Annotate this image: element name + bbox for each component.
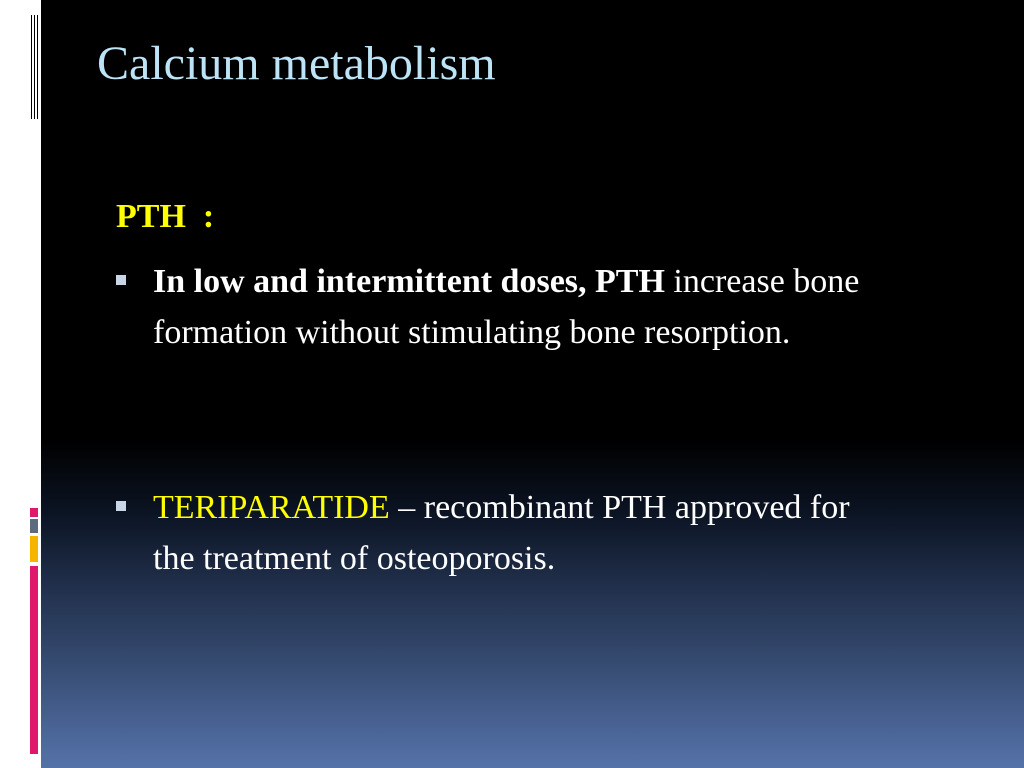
bullet-highlight-text: TERIPARATIDE xyxy=(153,489,390,526)
striped-bar-icon xyxy=(29,15,38,119)
bullet-item xyxy=(116,256,876,358)
accent-bar-decoration xyxy=(29,15,38,119)
accent-bar-pink xyxy=(30,566,38,754)
slide-title: Calcium metabolism xyxy=(97,37,496,90)
bullet-text xyxy=(153,482,876,584)
square-bullet-icon xyxy=(116,501,126,511)
bullet-body-text: – recombinant PTH approved for the treatment of osteoporosis. xyxy=(153,489,850,577)
bullet-bold-text: In low and intermittent doses, PTH xyxy=(153,263,665,300)
bullet-body-text: increase bone formation without stimulating bone resorption. xyxy=(153,263,860,351)
accent-square-gold xyxy=(30,536,38,562)
bullet-text xyxy=(153,256,876,358)
accent-square-pink xyxy=(30,508,38,517)
square-bullet-icon xyxy=(116,275,126,285)
bullet-item xyxy=(116,482,876,584)
accent-square-slate xyxy=(30,519,38,533)
slide-content-area xyxy=(41,0,1024,768)
section-label: PTH : xyxy=(116,198,215,235)
